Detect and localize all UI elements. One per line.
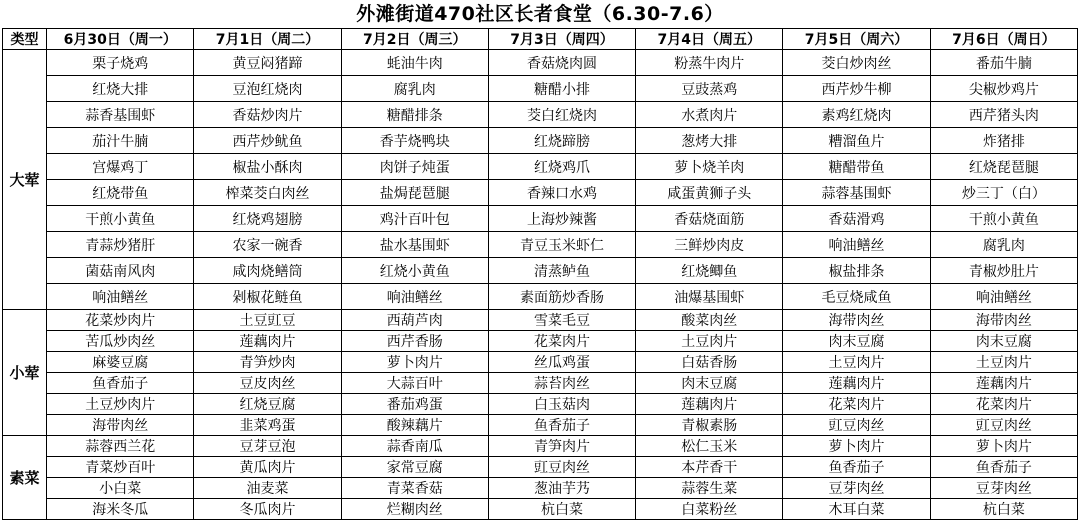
dish-cell: 杭白菜 [930,499,1077,520]
big-meat-row [3,180,1078,206]
header-row [3,29,1078,50]
dish-cell: 椒盐排条 [783,258,930,284]
dish-cell: 蒜香基围虾 [47,102,194,128]
dish-cell: 青笋炒肉 [194,352,341,373]
dish-cell: 酸菜肉丝 [636,310,783,331]
category-cell: 素菜 [3,436,47,520]
dish-cell: 葱油芋艿 [488,478,635,499]
dish-cell: 盐焗琵琶腿 [341,180,488,206]
dish-cell: 海带肉丝 [930,310,1077,331]
menu-table [2,28,1078,520]
dish-cell: 花菜肉片 [783,394,930,415]
dish-cell: 烂糊肉丝 [341,499,488,520]
dish-cell: 西芹香肠 [341,331,488,352]
dish-cell: 花菜肉片 [930,394,1077,415]
small-meat-row [3,415,1078,436]
dish-cell: 麻婆豆腐 [47,352,194,373]
dish-cell: 酸辣藕片 [341,415,488,436]
dish-cell: 花菜炒肉片 [47,310,194,331]
dish-cell: 青蒜炒猪肝 [47,232,194,258]
vegetable-row [3,457,1078,478]
dish-cell: 丝瓜鸡蛋 [488,352,635,373]
dish-cell: 海米冬瓜 [47,499,194,520]
category-cell: 大荤 [3,50,47,310]
dish-cell: 蒜香南瓜 [341,436,488,457]
dish-cell: 豆芽豆泡 [194,436,341,457]
dish-cell: 红烧鲫鱼 [636,258,783,284]
dish-cell: 土豆豇豆 [194,310,341,331]
dish-cell: 红烧鸡爪 [488,154,635,180]
dish-cell: 蒜蓉生菜 [636,478,783,499]
dish-cell: 红烧蹄膀 [488,128,635,154]
header-cell-day: 7月1日（周二） [194,29,341,50]
dish-cell: 茭白炒肉丝 [783,50,930,76]
menu-body [3,50,1078,520]
big-meat-row [3,76,1078,102]
dish-cell: 韭菜鸡蛋 [194,415,341,436]
dish-cell: 素面筋炒香肠 [488,284,635,310]
dish-cell: 茭白红烧肉 [488,102,635,128]
dish-cell: 苦瓜炒肉丝 [47,331,194,352]
dish-cell: 菌菇南风肉 [47,258,194,284]
dish-cell: 腐乳肉 [930,232,1077,258]
dish-cell: 红烧带鱼 [47,180,194,206]
big-meat-row [3,154,1078,180]
small-meat-row [3,310,1078,331]
dish-cell: 豇豆肉丝 [783,415,930,436]
dish-cell: 清蒸鲈鱼 [488,258,635,284]
dish-cell: 鱼香茄子 [47,373,194,394]
dish-cell: 栗子烧鸡 [47,50,194,76]
dish-cell: 椒盐小酥肉 [194,154,341,180]
dish-cell: 上海炒辣酱 [488,206,635,232]
header-cell-type: 类型 [3,29,47,50]
header-cell-day: 7月5日（周六） [783,29,930,50]
dish-cell: 青豆玉米虾仁 [488,232,635,258]
dish-cell: 红烧大排 [47,76,194,102]
dish-cell: 肉末豆腐 [636,373,783,394]
dish-cell: 红烧豆腐 [194,394,341,415]
dish-cell: 土豆肉片 [636,331,783,352]
dish-cell: 西芹猪头肉 [930,102,1077,128]
dish-cell: 鸡汁百叶包 [341,206,488,232]
dish-cell: 肉末豆腐 [783,331,930,352]
small-meat-row [3,373,1078,394]
big-meat-row [3,258,1078,284]
dish-cell: 咸肉烧鳝筒 [194,258,341,284]
big-meat-row [3,206,1078,232]
dish-cell: 本芹香干 [636,457,783,478]
dish-cell: 青菜香菇 [341,478,488,499]
dish-cell: 蚝油牛肉 [341,50,488,76]
dish-cell: 番茄牛腩 [930,50,1077,76]
big-meat-row [3,232,1078,258]
dish-cell: 花菜肉片 [488,331,635,352]
dish-cell: 蒜蓉基围虾 [783,180,930,206]
dish-cell: 糖醋带鱼 [783,154,930,180]
header-cell-day: 7月3日（周四） [488,29,635,50]
dish-cell: 土豆肉片 [783,352,930,373]
big-meat-row [3,284,1078,310]
dish-cell: 鱼香茄子 [930,457,1077,478]
dish-cell: 豆豉蒸鸡 [636,76,783,102]
dish-cell: 香芋烧鸭块 [341,128,488,154]
page-title: 外滩街道470社区长者食堂（6.30-7.6） [356,3,724,25]
dish-cell: 响油鳝丝 [930,284,1077,310]
dish-cell: 松仁玉米 [636,436,783,457]
dish-cell: 毛豆烧咸鱼 [783,284,930,310]
dish-cell: 糖醋小排 [488,76,635,102]
dish-cell: 青椒素肠 [636,415,783,436]
dish-cell: 白菇香肠 [636,352,783,373]
dish-cell: 萝卜肉片 [930,436,1077,457]
dish-cell: 剁椒花鲢鱼 [194,284,341,310]
dish-cell: 红烧鸡翅膀 [194,206,341,232]
dish-cell: 盐水基围虾 [341,232,488,258]
dish-cell: 炒三丁（白） [930,180,1077,206]
dish-cell: 炸猪排 [930,128,1077,154]
vegetable-row [3,436,1078,457]
dish-cell: 豆泡红烧肉 [194,76,341,102]
header-cell-day: 7月6日（周日） [930,29,1077,50]
dish-cell: 雪菜毛豆 [488,310,635,331]
dish-cell: 蒜苔肉丝 [488,373,635,394]
dish-cell: 豆芽肉丝 [930,478,1077,499]
dish-cell: 冬瓜肉片 [194,499,341,520]
dish-cell: 干煎小黄鱼 [930,206,1077,232]
dish-cell: 莲藕肉片 [930,373,1077,394]
dish-cell: 茄汁牛腩 [47,128,194,154]
dish-cell: 西葫芦肉 [341,310,488,331]
dish-cell: 响油鳝丝 [783,232,930,258]
big-meat-row [3,128,1078,154]
dish-cell: 杭白菜 [488,499,635,520]
dish-cell: 香菇烧面筋 [636,206,783,232]
dish-cell: 白玉菇肉 [488,394,635,415]
dish-cell: 红烧琵琶腿 [930,154,1077,180]
dish-cell: 肉饼子炖蛋 [341,154,488,180]
dish-cell: 油爆基围虾 [636,284,783,310]
big-meat-row [3,102,1078,128]
dish-cell: 大蒜百叶 [341,373,488,394]
dish-cell: 木耳白菜 [783,499,930,520]
dish-cell: 莲藕肉片 [636,394,783,415]
dish-cell: 土豆肉片 [930,352,1077,373]
dish-cell: 黄豆闷猪蹄 [194,50,341,76]
small-meat-row [3,331,1078,352]
dish-cell: 海带肉丝 [783,310,930,331]
dish-cell: 萝卜肉片 [783,436,930,457]
dish-cell: 响油鳝丝 [341,284,488,310]
dish-cell: 三鲜炒肉皮 [636,232,783,258]
dish-cell: 豆芽肉丝 [783,478,930,499]
dish-cell: 萝卜烧羊肉 [636,154,783,180]
dish-cell: 水煮肉片 [636,102,783,128]
dish-cell: 番茄鸡蛋 [341,394,488,415]
dish-cell: 豇豆肉丝 [488,457,635,478]
dish-cell: 糟溜鱼片 [783,128,930,154]
dish-cell: 干煎小黄鱼 [47,206,194,232]
dish-cell: 蒜蓉西兰花 [47,436,194,457]
dish-cell: 香菇烧肉圆 [488,50,635,76]
dish-cell: 莲藕肉片 [194,331,341,352]
dish-cell: 香菇炒肉片 [194,102,341,128]
dish-cell: 萝卜肉片 [341,352,488,373]
dish-cell: 豆皮肉丝 [194,373,341,394]
dish-cell: 尖椒炒鸡片 [930,76,1077,102]
small-meat-row [3,394,1078,415]
dish-cell: 土豆炒肉片 [47,394,194,415]
dish-cell: 香菇滑鸡 [783,206,930,232]
header-cell-day: 6月30日（周一） [47,29,194,50]
dish-cell: 咸蛋黄狮子头 [636,180,783,206]
dish-cell: 糖醋排条 [341,102,488,128]
dish-cell: 腐乳肉 [341,76,488,102]
dish-cell: 西芹炒牛柳 [783,76,930,102]
dish-cell: 白菜粉丝 [636,499,783,520]
dish-cell: 鱼香茄子 [783,457,930,478]
dish-cell: 油麦菜 [194,478,341,499]
dish-cell: 青笋肉片 [488,436,635,457]
dish-cell: 素鸡红烧肉 [783,102,930,128]
dish-cell: 榨菜茭白肉丝 [194,180,341,206]
dish-cell: 鱼香茄子 [488,415,635,436]
dish-cell: 海带肉丝 [47,415,194,436]
dish-cell: 粉蒸牛肉片 [636,50,783,76]
header-cell-day: 7月2日（周三） [341,29,488,50]
big-meat-row [3,50,1078,76]
dish-cell: 农家一碗香 [194,232,341,258]
dish-cell: 小白菜 [47,478,194,499]
dish-cell: 莲藕肉片 [783,373,930,394]
dish-cell: 葱烤大排 [636,128,783,154]
category-cell: 小荤 [3,310,47,436]
dish-cell: 香辣口水鸡 [488,180,635,206]
header-cell-day: 7月4日（周五） [636,29,783,50]
vegetable-row [3,499,1078,520]
dish-cell: 红烧小黄鱼 [341,258,488,284]
dish-cell: 响油鳝丝 [47,284,194,310]
dish-cell: 家常豆腐 [341,457,488,478]
dish-cell: 肉末豆腐 [930,331,1077,352]
dish-cell: 宫爆鸡丁 [47,154,194,180]
vegetable-row [3,478,1078,499]
small-meat-row [3,352,1078,373]
dish-cell: 青菜炒百叶 [47,457,194,478]
dish-cell: 黄瓜肉片 [194,457,341,478]
dish-cell: 西芹炒鱿鱼 [194,128,341,154]
dish-cell: 豇豆肉丝 [930,415,1077,436]
dish-cell: 青椒炒肚片 [930,258,1077,284]
